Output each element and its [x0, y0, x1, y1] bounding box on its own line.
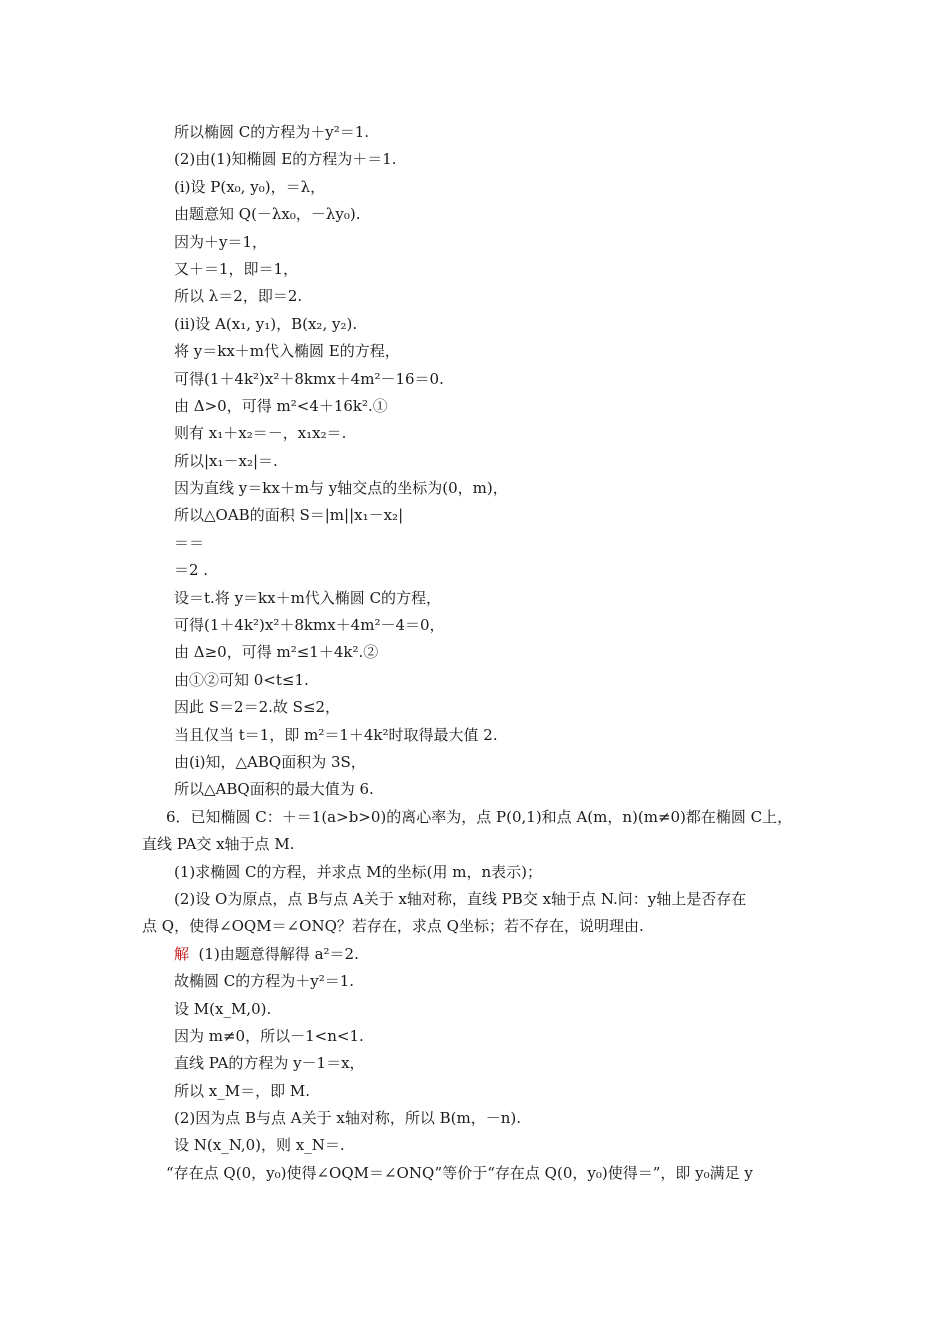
text-line	[142, 722, 822, 749]
line-text: 故椭圆 C的方程为＋y²＝1.	[174, 972, 355, 991]
text-line	[142, 366, 822, 393]
line-text: 因为＋y＝1，	[174, 232, 268, 251]
text-line	[142, 585, 822, 612]
line-text: 因为 m≠0，所以－1<n<1.	[174, 1026, 364, 1045]
text-line	[142, 996, 822, 1023]
line-text: 6．已知椭圆 C：＋＝1(a>b>0)的离心率为，点 P(0,1)和点 A(m，n)(m≠0)都在椭圆 C上，	[166, 807, 793, 826]
line-text: 直线 PA交 x轴于点 M.	[142, 835, 295, 854]
line-text: (2)由(1)知椭圆 E的方程为＋＝1.	[174, 150, 397, 169]
line-text: 可得(1＋4k²)x²＋8kmx＋4m²－4＝0，	[174, 616, 445, 635]
line-text: ＝2 .	[174, 561, 209, 580]
text-line	[142, 1078, 822, 1105]
text-line	[142, 393, 822, 420]
text-line	[142, 1132, 822, 1159]
text-line	[142, 804, 822, 831]
text-line	[142, 420, 822, 447]
document-body	[142, 119, 822, 1187]
line-text: 将 y＝kx＋m代入椭圆 E的方程，	[174, 342, 400, 361]
text-line	[142, 174, 822, 201]
text-line	[142, 749, 822, 776]
text-line	[142, 119, 822, 146]
text-line	[142, 557, 822, 584]
text-line	[142, 886, 822, 913]
line-text: 由 Δ>0，可得 m²<4＋16k².①	[174, 396, 388, 415]
text-line	[142, 229, 822, 256]
text-line	[142, 283, 822, 310]
line-text: (2)因为点 B与点 A关于 x轴对称，所以 B(m，－n).	[174, 1109, 522, 1128]
text-line	[142, 859, 822, 886]
text-line	[142, 776, 822, 803]
line-text: (1)由题意得解得 a²＝2.	[189, 944, 359, 963]
text-line	[142, 667, 822, 694]
line-text: (ⅰ)设 P(x₀, y₀)，＝λ，	[174, 177, 326, 196]
text-line	[142, 1160, 822, 1187]
line-text: 点 Q，使得∠OQM＝∠ONQ？若存在，求点 Q坐标；若不存在，说明理由.	[142, 917, 644, 936]
line-text: 所以 x_M＝，即 M.	[174, 1081, 310, 1100]
text-line	[142, 694, 822, 721]
line-text: 因此 S＝2＝2.故 S≤2，	[174, 698, 341, 717]
text-line	[142, 475, 822, 502]
line-text: (2)设 O为原点，点 B与点 A关于 x轴对称，直线 PB交 x轴于点 N.问：y轴上是否存在	[174, 889, 747, 908]
text-line	[142, 201, 822, 228]
line-text: 由(ⅰ)知，△ABQ面积为 3S，	[174, 752, 366, 771]
line-text: (ⅱ)设 A(x₁, y₁)，B(x₂, y₂).	[174, 314, 358, 333]
text-line	[142, 502, 822, 529]
text-line	[142, 639, 822, 666]
text-line	[142, 913, 822, 940]
line-text: (1)求椭圆 C的方程，并求点 M的坐标(用 m，n表示)；	[174, 862, 542, 881]
text-line	[142, 311, 822, 338]
line-text: 设 M(x_M,0).	[174, 999, 272, 1018]
text-line	[142, 831, 822, 858]
line-text: 直线 PA的方程为 y－1＝x，	[174, 1054, 365, 1073]
text-line	[142, 448, 822, 475]
line-text: 又＋＝1，即＝1，	[174, 259, 299, 278]
line-text: 所以 λ＝2，即＝2.	[174, 287, 303, 306]
line-text: 设＝t.将 y＝kx＋m代入椭圆 C的方程，	[174, 588, 442, 607]
text-line	[142, 941, 822, 968]
line-text: 由 Δ≥0，可得 m²≤1＋4k².②	[174, 643, 379, 662]
text-line	[142, 146, 822, 173]
text-line	[142, 530, 822, 557]
line-text: 所以△OAB的面积 S＝|m||x₁－x₂|	[174, 506, 404, 525]
line-text: 由①②可知 0<t≤1.	[174, 670, 309, 689]
line-text: 所以椭圆 C的方程为＋y²＝1.	[174, 123, 370, 141]
text-line	[142, 612, 822, 639]
text-line	[142, 968, 822, 995]
line-text: 可得(1＋4k²)x²＋8kmx＋4m²－16＝0.	[174, 369, 444, 388]
line-text: 由题意知 Q(－λx₀，－λy₀).	[174, 205, 361, 224]
text-line	[142, 1105, 822, 1132]
line-text: 则有 x₁＋x₂＝－，x₁x₂＝.	[174, 424, 347, 443]
text-line	[142, 1023, 822, 1050]
text-line	[142, 256, 822, 283]
line-text: 因为直线 y＝kx＋m与 y轴交点的坐标为(0，m)，	[174, 479, 508, 498]
line-text: “存在点 Q(0，y₀)使得∠OQM＝∠ONQ”等价于“存在点 Q(0，y₀)使得＝”，即 y₀满足 y	[166, 1163, 753, 1182]
text-line	[142, 1050, 822, 1077]
line-text: ＝＝	[174, 533, 205, 552]
line-text: 所以△ABQ面积的最大值为 6.	[174, 780, 374, 799]
text-line	[142, 338, 822, 365]
line-text: 所以|x₁－x₂|＝.	[174, 451, 278, 470]
solution-label: 解	[174, 944, 190, 963]
line-text: 当且仅当 t＝1，即 m²＝1＋4k²时取得最大值 2.	[174, 725, 498, 744]
line-text: 设 N(x_N,0)，则 x_N＝.	[174, 1136, 345, 1155]
